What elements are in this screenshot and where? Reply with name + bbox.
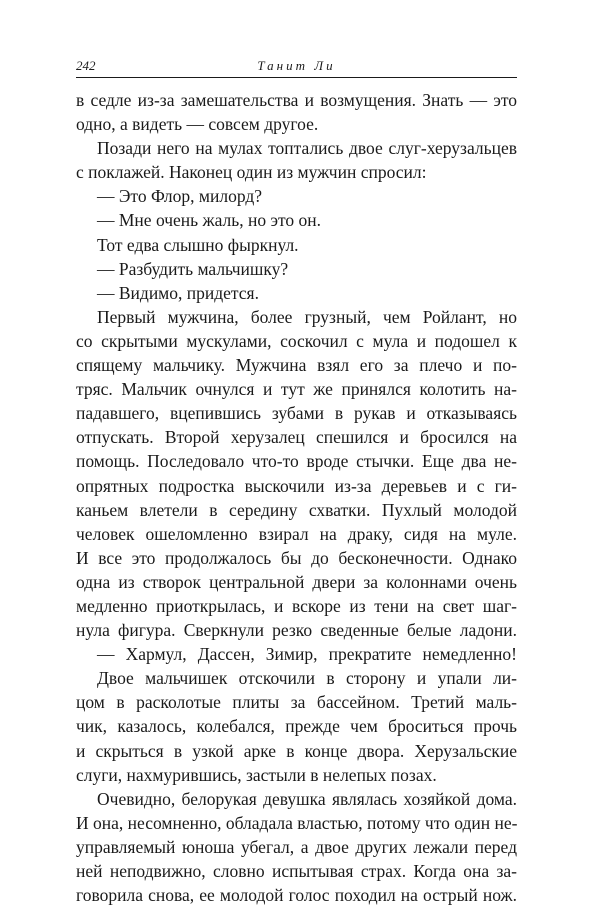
text-line: Первый мужчина, более грузный, чем Ройлант, но [97,306,517,327]
body-text [76,88,517,907]
text-line: ней неподвижно, словно испытывая страх. Когда она за- [76,861,517,881]
text-line: одна из створок центральной двери за колоннами очень [76,571,517,592]
text-line: падавшего, вцепившись зубами в рукав и отказываясь [76,403,517,424]
text-line: со скрытыми мускулами, соскочил с мула и подошел к [76,330,517,351]
text-line: слуги, нахмурившись, застыли в нелепых позах. [76,764,437,785]
page-number: 242 [76,58,96,73]
text-line: — Разбудить мальчишку? [97,258,289,279]
text-line: в седле из-за замешательства и возмущения. Знать — это [76,90,517,110]
text-line: опрятных подростка выскочили из-за деревьев и с ги- [76,475,517,496]
text-line: человек ошеломленно взирал на драку, сидя на муле. [76,523,517,544]
text-line: одно, а видеть — совсем другое. [76,114,319,135]
text-line: — Хармул, Дассен, Зимир, прекратите немедленно! [97,644,517,665]
text-line: — Видимо, придется. [97,282,259,303]
text-line: нула фигура. Сверкнули резко сведенные белые ладони. [76,620,517,641]
text-line: помощь. Последовало что-то вроде стычки. Еще два не- [76,451,517,472]
text-line: тряс. Мальчик очнулся и тут же принялся колотить на- [76,379,517,400]
running-title: Танит Ли [257,58,336,73]
text-line: и скрыться в узкой арке в конце двора. Херузальские [76,740,517,761]
header-rule [76,77,517,78]
text-line: И все это продолжалось бы до бесконечности. Однако [76,547,517,568]
text-line: Тот едва слышно фыркнул. [97,234,299,255]
text-line: медленно приоткрылась, и вскоре из тени на свет шаг- [76,595,517,616]
text-line: чик, казалось, колебался, прежде чем броситься прочь [76,716,517,737]
text-line: спящему мальчику. Мужчина взял его за плечо и по- [76,355,517,376]
text-line: — Это Флор, милорд? [97,186,263,207]
text-line: И она, несомненно, обладала властью, потому что один не- [76,812,517,833]
text-line: Очевидно, белорукая девушка являлась хозяйкой дома. [97,788,517,809]
text-line: управляемый юноша убегал, а двое других лежали перед [76,836,517,857]
text-line: говорила снова, ее молодой голос походил на острый нож. [76,885,517,906]
text-line: каньем влетели в середину схватки. Пухлый молодой [76,499,517,520]
text-line: с поклажей. Наконец один из мужчин спросил: [76,162,427,183]
text-line: цом в расколотые плиты за бассейном. Третий маль- [76,692,517,713]
page-header [76,56,517,78]
text-line: отпускать. Второй херузалец спешился и бросился на [76,427,517,448]
text-line: Позади него на мулах топтались двое слуг-херузальцев [97,138,517,159]
text-line: — Мне очень жаль, но это он. [97,210,322,231]
text-line: Двое мальчишек отскочили в сторону и упали ли- [97,668,517,689]
